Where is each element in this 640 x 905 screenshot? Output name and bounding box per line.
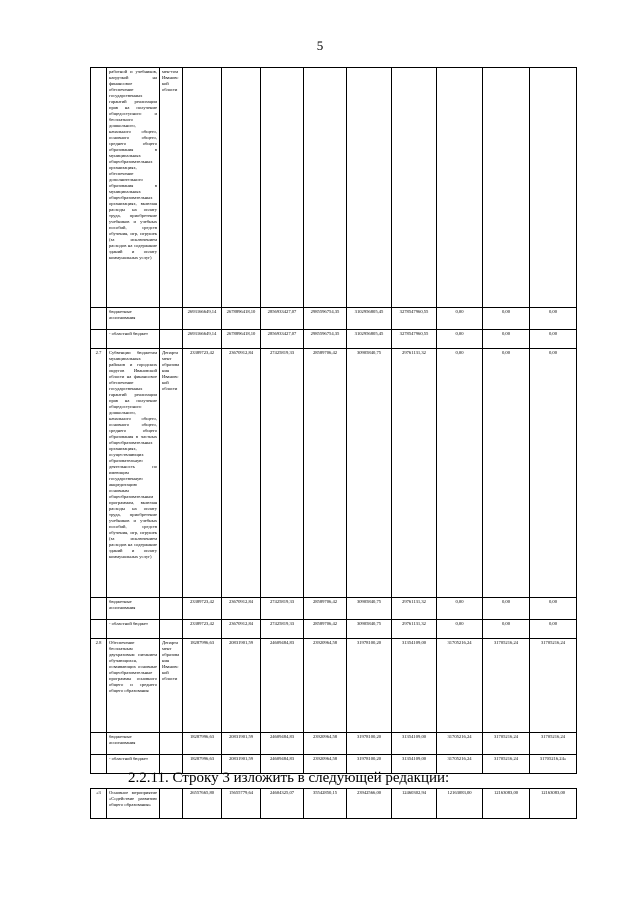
value-cell: 3102956805,45 xyxy=(347,330,392,349)
value-cell: 20831901,59 xyxy=(222,755,261,774)
value-cell: 23670912,84 xyxy=(222,349,261,598)
value-cell: 27425819,33 xyxy=(261,598,304,620)
row-description: Обеспечение бесплатным двухразовым питанием обучающихся, осваивающих основные общеобразовательные программы основного общего и среднего общего образования xyxy=(107,639,160,733)
value-cell: 29761131,32 xyxy=(392,620,437,639)
row-executor xyxy=(160,330,183,349)
value-cell: 29761131,32 xyxy=(392,349,437,598)
row-number xyxy=(91,330,107,349)
value-cell: 23389723,42 xyxy=(183,349,222,598)
value-cell: 0,00 xyxy=(483,308,530,330)
value-cell: 28589706,42 xyxy=(304,349,347,598)
value-cell: 31705216,24 xyxy=(483,733,530,755)
row-description: бюджетные ассигнования xyxy=(107,733,160,755)
row-executor: мен-том Ивановской области xyxy=(160,68,183,308)
value-cell: 0,00 xyxy=(483,620,530,639)
row-executor xyxy=(160,598,183,620)
row-executor: Департамент образования Ивановской области xyxy=(160,639,183,733)
value-cell: 31978100,20 xyxy=(347,639,392,733)
value-cell: 3278547960,55 xyxy=(392,330,437,349)
value-cell: 31705216,24 xyxy=(530,639,577,733)
value-cell: 24604325,07 xyxy=(261,789,304,819)
value-cell: 0,00 xyxy=(483,330,530,349)
value-cell: 24609484,83 xyxy=(261,733,304,755)
subtotal-row xyxy=(91,330,577,349)
value-cell: 31354109,00 xyxy=(392,639,437,733)
row-number xyxy=(91,755,107,774)
value-cell xyxy=(183,68,222,308)
value-cell xyxy=(347,68,392,308)
value-cell: 18287996,63 xyxy=(183,639,222,733)
row-executor xyxy=(160,308,183,330)
value-cell: 20831901,59 xyxy=(222,733,261,755)
subtotal-row xyxy=(91,308,577,330)
value-cell: 18287996,63 xyxy=(183,733,222,755)
value-cell: 12163083,00 xyxy=(437,789,483,819)
value-cell: 24609484,83 xyxy=(261,639,304,733)
value-cell: 0,00 xyxy=(437,349,483,598)
value-cell: 0,00 xyxy=(437,308,483,330)
value-cell: 2693166649,14 xyxy=(183,308,222,330)
row-description: работной и учебников, нагрузкой на финансовое обеспечение государственных гарантий реализации прав на получение общедоступного и бесплатного дошкольного, начального общего, основного общего, среднего общего образования в муниципальных общеобразовательных организациях, обеспечение дополнительного образования в муниципальных общеобразовательных организациях, включая расходы на оплату труда, приобретение учебников и учебных пособий, средств обучения, игр, игрушек (за исключением расходов на содержание зданий и оплату коммунальных услуг) xyxy=(107,68,160,308)
value-cell: 26557665,80 xyxy=(183,789,222,819)
subtotal-row xyxy=(91,620,577,639)
value-cell: 23389723,42 xyxy=(183,598,222,620)
value-cell: 31354109,00 xyxy=(392,755,437,774)
value-cell xyxy=(304,68,347,308)
value-cell: 31705216,24 xyxy=(437,733,483,755)
row-number xyxy=(91,733,107,755)
amendment-heading: 2.2.11. Строку 3 изложить в следующей редакции: xyxy=(128,770,450,786)
row-3-table xyxy=(90,788,577,819)
value-cell: 31705216,24 xyxy=(483,755,530,774)
value-cell: 0,00 xyxy=(530,308,577,330)
value-cell: 0,00 xyxy=(530,330,577,349)
value-cell: 2678896418,10 xyxy=(222,308,261,330)
subtotal-row xyxy=(91,598,577,620)
row-description: бюджетные ассигнования xyxy=(107,308,160,330)
measure-row xyxy=(91,639,577,733)
value-cell xyxy=(530,68,577,308)
value-cell: 0,00 xyxy=(483,598,530,620)
value-cell: 27425819,33 xyxy=(261,349,304,598)
row-executor: Департамент образования Ивановской области xyxy=(160,349,183,598)
row-executor xyxy=(160,620,183,639)
value-cell: 0,00 xyxy=(437,330,483,349)
row-description: Субвенции бюджетам муниципальных районов и городских округов Ивановской области на финансовое обеспечение государственных гарантий реализации прав на получение общедоступного дошкольного, начального общего, основного общего, среднего общего образования в частных общеобразовательных организациях, осуществляющих образовательную деятельность по имеющим государственную аккредитацию основным общеобразовательным программам, включая расходы на оплату труда, приобретение учебников и учебных пособий, средств обучения, игр, игрушек (за исключением расходов на содержание зданий и оплату коммунальных услуг) xyxy=(107,349,160,598)
table-row xyxy=(91,789,577,819)
row-executor xyxy=(160,789,183,819)
value-cell: 12163083,00 xyxy=(483,789,530,819)
value-cell: 23389723,42 xyxy=(183,620,222,639)
row-number xyxy=(91,308,107,330)
row-number: «3 xyxy=(91,789,107,819)
measure-row xyxy=(91,349,577,598)
value-cell: 23942566,00 xyxy=(347,789,392,819)
value-cell: 31705216,24 xyxy=(437,755,483,774)
value-cell: 30905840,75 xyxy=(347,349,392,598)
value-cell: 2985596754,35 xyxy=(304,308,347,330)
value-cell: 2856933427,07 xyxy=(261,330,304,349)
value-cell: 31705216,24 xyxy=(530,733,577,755)
value-cell: 29761131,32 xyxy=(392,598,437,620)
value-cell: 23920964,58 xyxy=(304,733,347,755)
value-cell: 23920964,58 xyxy=(304,639,347,733)
value-cell: 2693166649,14 xyxy=(183,330,222,349)
row-description: - областной бюджет xyxy=(107,755,160,774)
value-cell: 18287996,63 xyxy=(183,755,222,774)
row-number xyxy=(91,598,107,620)
row-number xyxy=(91,620,107,639)
value-cell: 3278547960,55 xyxy=(392,308,437,330)
value-cell: 24609484,83 xyxy=(261,755,304,774)
value-cell: 12163083,00 xyxy=(530,789,577,819)
row-description: - областной бюджет xyxy=(107,330,160,349)
row-number: 2.8 xyxy=(91,639,107,733)
row-number: 2.7 xyxy=(91,349,107,598)
value-cell: 3102956805,45 xyxy=(347,308,392,330)
page-number: 5 xyxy=(316,38,324,53)
value-cell: 31705216,24 xyxy=(437,639,483,733)
row-number xyxy=(91,68,107,308)
value-cell: 2678896418,10 xyxy=(222,330,261,349)
value-cell: 31978100,20 xyxy=(347,733,392,755)
value-cell xyxy=(261,68,304,308)
value-cell: 0,00 xyxy=(530,620,577,639)
value-cell: 0,00 xyxy=(437,620,483,639)
value-cell: 23670912,84 xyxy=(222,598,261,620)
value-cell: 31705216,24» xyxy=(530,755,577,774)
value-cell: 0,00 xyxy=(437,598,483,620)
value-cell: 31354109,00 xyxy=(392,733,437,755)
value-cell: 0,00 xyxy=(530,598,577,620)
value-cell: 23670912,84 xyxy=(222,620,261,639)
value-cell: 20831901,59 xyxy=(222,639,261,733)
row-description: бюджетные ассигнования xyxy=(107,598,160,620)
subtotal-row xyxy=(91,733,577,755)
value-cell xyxy=(222,68,261,308)
value-cell: 31978100,20 xyxy=(347,755,392,774)
row-executor xyxy=(160,733,183,755)
value-cell: 31705216,24 xyxy=(483,639,530,733)
value-cell: 15655779,64 xyxy=(222,789,261,819)
value-cell: 2856933427,07 xyxy=(261,308,304,330)
value-cell: 28589706,42 xyxy=(304,598,347,620)
row-description: - областной бюджет xyxy=(107,620,160,639)
program-measures-table xyxy=(90,67,577,774)
measure-row xyxy=(91,68,577,308)
value-cell: 30905840,75 xyxy=(347,620,392,639)
value-cell: 23920964,58 xyxy=(304,755,347,774)
value-cell: 28589706,42 xyxy=(304,620,347,639)
row-description: Основное мероприятие «Содействие развитию общего образования» xyxy=(107,789,160,819)
value-cell: 2985596754,35 xyxy=(304,330,347,349)
value-cell: 35542850,15 xyxy=(304,789,347,819)
value-cell: 30905840,75 xyxy=(347,598,392,620)
value-cell: 0,00 xyxy=(483,349,530,598)
value-cell: 12460302,94 xyxy=(392,789,437,819)
value-cell xyxy=(392,68,437,308)
value-cell: 0,00 xyxy=(530,349,577,598)
value-cell: 27425819,33 xyxy=(261,620,304,639)
value-cell xyxy=(483,68,530,308)
value-cell xyxy=(437,68,483,308)
